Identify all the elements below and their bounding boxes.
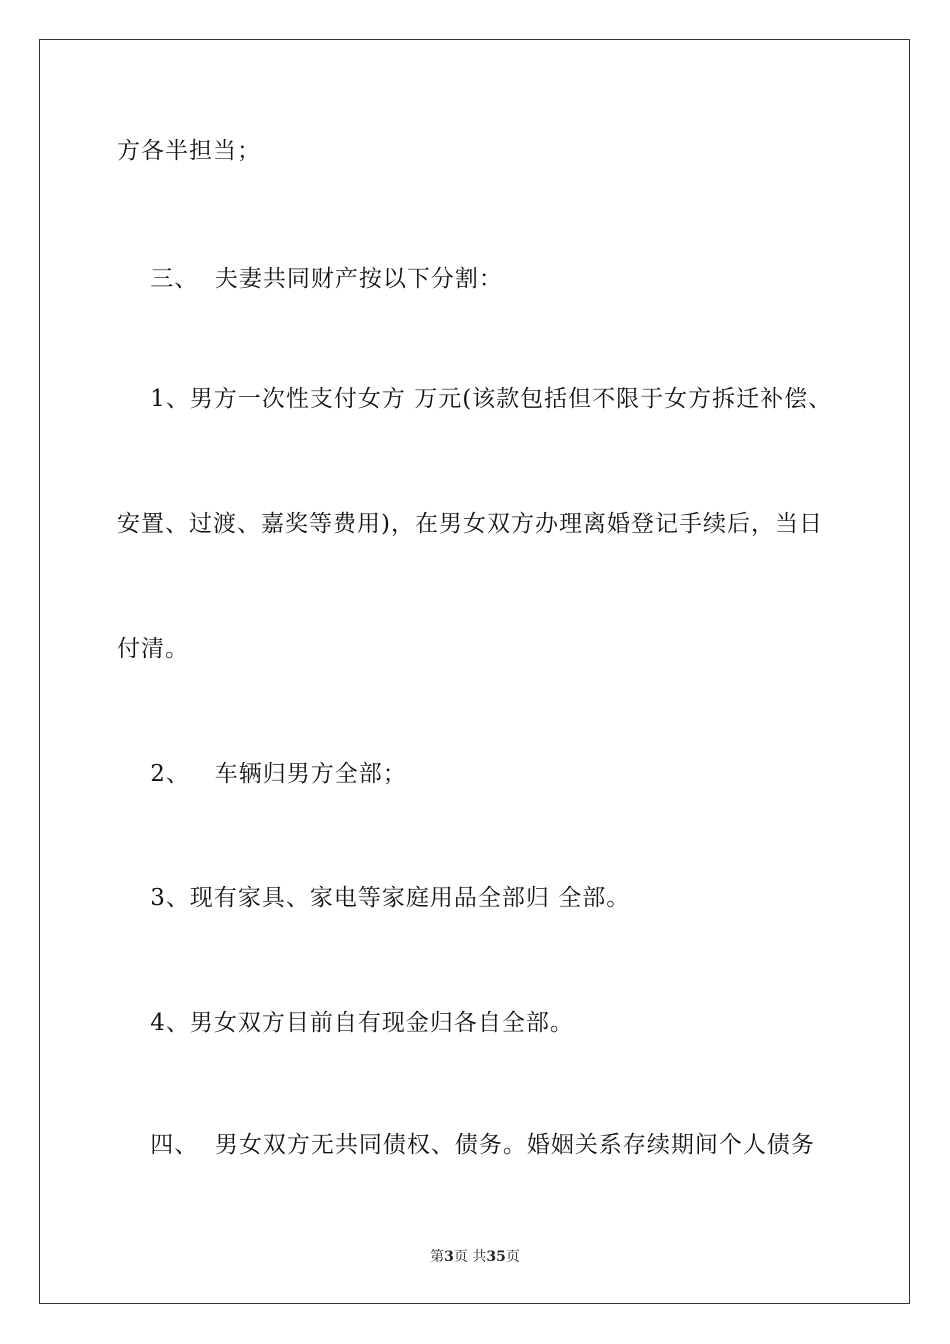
footer-page-current: 3 — [444, 1249, 454, 1265]
footer-page-total: 35 — [486, 1249, 506, 1265]
footer-page-prefix: 第 — [430, 1249, 445, 1265]
page-footer — [0, 1247, 950, 1267]
page-frame — [39, 39, 910, 1304]
text-line-2: 三、 夫妻共同财产按以下分割： — [117, 266, 503, 292]
text-line-4: 安置、过渡、嘉奖等费用)，在男女双方办理离婚登记手续后，当日 — [117, 511, 823, 537]
text-line-5: 付清。 — [117, 636, 189, 662]
text-line-8: 4、男女双方目前自有现金归各自全部。 — [117, 1010, 574, 1036]
text-line-6: 2、 车辆归男方全部； — [117, 761, 407, 787]
text-line-1: 方各半担当； — [117, 138, 261, 164]
footer-page-suffix: 页 — [505, 1249, 520, 1265]
text-line-9: 四、 男女双方无共同债权、债务。婚姻关系存续期间个人债务 — [117, 1132, 815, 1158]
text-line-7: 3、现有家具、家电等家庭用品全部归 全部。 — [117, 885, 631, 911]
footer-page-mid: 页 共 — [453, 1249, 487, 1265]
text-line-3: 1、男方一次性支付女方 万元(该款包括但不限于女方拆迁补偿、 — [117, 386, 833, 412]
